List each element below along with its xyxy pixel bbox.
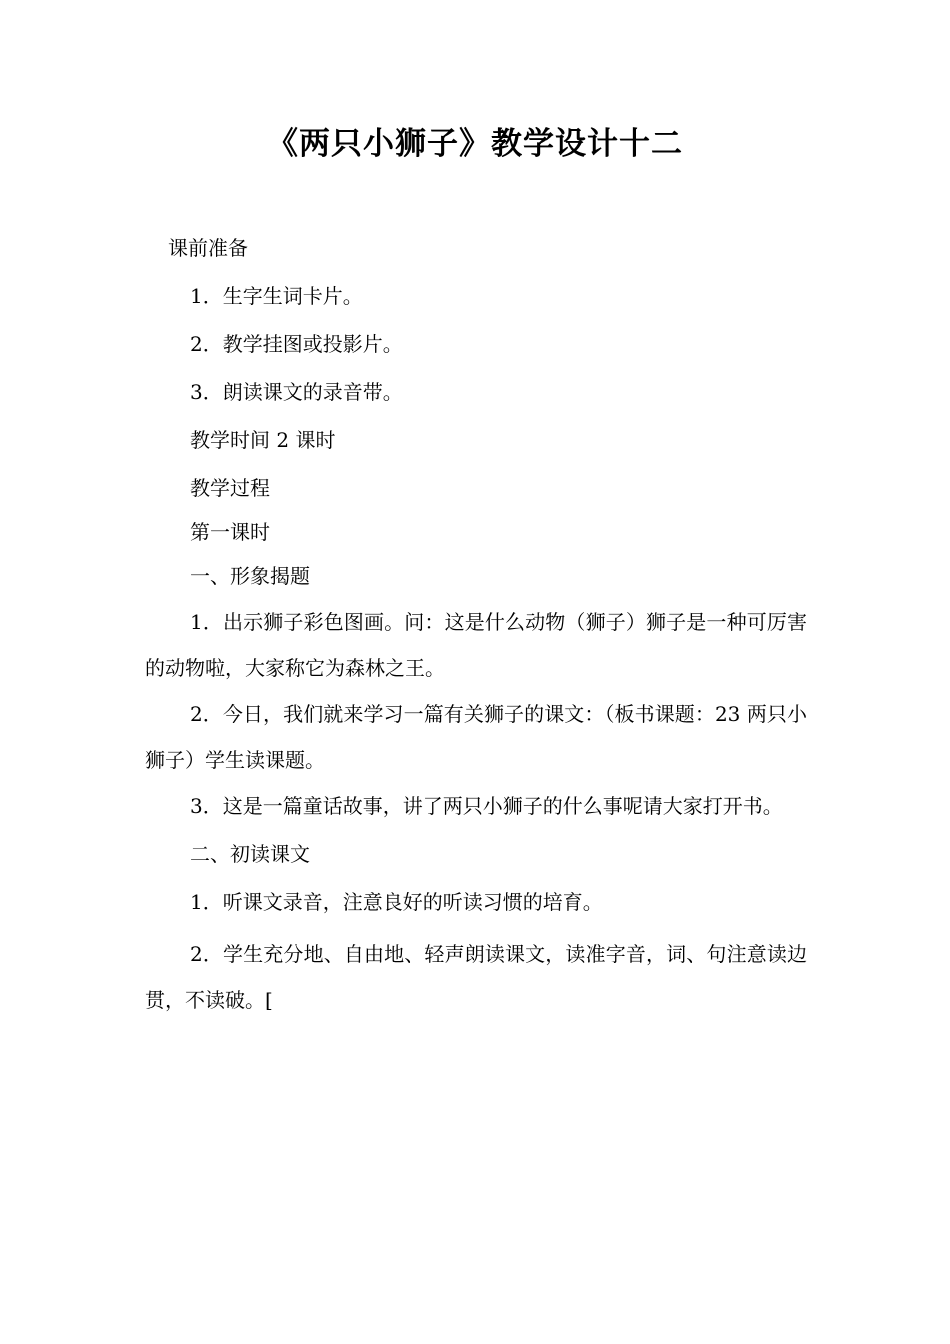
paragraph-prep-heading: 课前准备	[168, 236, 248, 260]
paragraph-section-two-item-1: 1．听课文录音，注意良好的听读习惯的培育。	[190, 890, 603, 914]
paragraph-lesson-one: 第一课时	[190, 520, 270, 544]
paragraph-section-one-item-1: 1．出示狮子彩色图画。问：这是什么动物（狮子）狮子是一种可厉害的动物啦，大家称它为森林之王。	[145, 610, 807, 680]
paragraph-prep-item-1: 1．生字生词卡片。	[190, 284, 363, 308]
document-body	[145, 225, 807, 1023]
paragraph-teaching-time: 教学时间 2 课时	[190, 428, 336, 452]
document-title: 《两只小狮子》教学设计十二	[267, 126, 683, 162]
paragraph-section-one: 一、形象揭题	[190, 564, 310, 588]
paragraph-prep-item-3: 3．朗读课文的录音带。	[190, 380, 403, 404]
paragraph-section-two-item-2: 2．学生充分地、自由地、轻声朗读课文，读准字音，词、句注意读边贯，不读破。[	[145, 942, 807, 1012]
paragraph-section-one-item-2: 2．今日，我们就来学习一篇有关狮子的课文：（板书课题：23 两只小狮子）学生读课题。	[145, 702, 807, 772]
paragraph-section-one-item-3: 3．这是一篇童话故事，讲了两只小狮子的什么事呢请大家打开书。	[190, 794, 783, 818]
paragraph-process-heading: 教学过程	[190, 476, 270, 500]
paragraph-prep-item-2: 2．教学挂图或投影片。	[190, 332, 403, 356]
paragraph-section-two: 二、初读课文	[190, 842, 310, 866]
